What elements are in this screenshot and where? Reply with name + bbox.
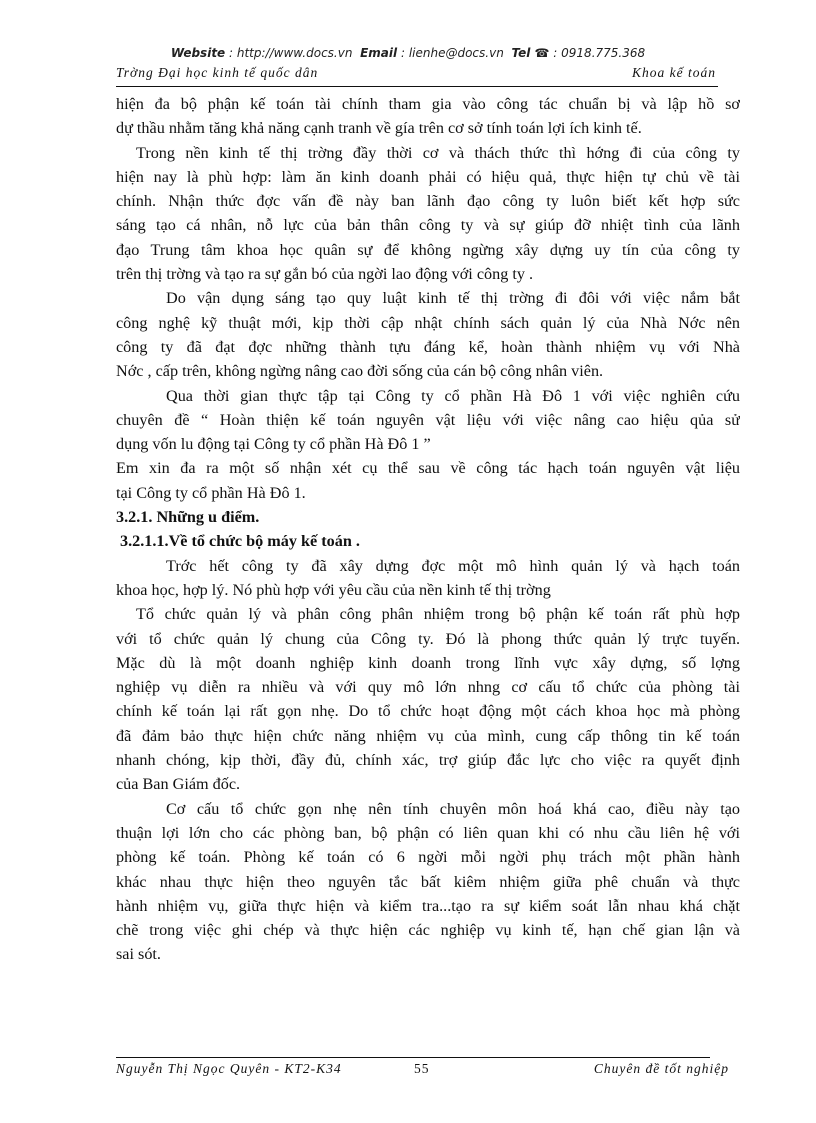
body-line: khác nhau thực hiện theo nguyên tắc bất kiêm nhiệm giữa phê chuẩn và thực — [116, 872, 740, 891]
page-footer — [116, 1061, 729, 1081]
body-line: chuyên đề “ Hoàn thiện kế toán nguyên vật liệu với việc nâng cao hiệu qủa sử — [116, 410, 740, 429]
body-line: dụng vốn lu động tại Công ty cổ phần Hà Đô 1 ” — [116, 435, 431, 454]
website-banner — [0, 46, 816, 60]
tel-label: Tel ☎ — [511, 46, 550, 60]
header-divider — [116, 86, 718, 87]
footer-title: Chuyên đề tốt nghiệp — [593, 1061, 729, 1076]
body-line: chính kế toán lại rất gọn nhẹ. Do tổ chức hoạt động một cách khoa học mà phòng — [116, 702, 740, 721]
body-line: chính. Nhận thức đợc vấn đề này ban lãnh đạo công ty luôn biết kết hợp sức — [116, 192, 740, 211]
header-faculty: Khoa kế toán — [632, 65, 716, 80]
page-number: 55 — [414, 1061, 430, 1076]
body-line: Trớc hết công ty đã xây dựng đợc một mô hình quản lý và hạch toán — [166, 556, 740, 575]
document-body — [116, 92, 740, 967]
page-header — [116, 65, 716, 85]
body-line: trên thị trờng và tạo ra sự gắn bó của ngời lao động với công ty . — [116, 265, 534, 284]
body-line: của Ban Giám đốc. — [116, 775, 241, 794]
body-line: khoa học, hợp lý. Nó phù hợp với yêu cầu của nền kinh tế thị trờng — [116, 580, 551, 599]
website-label: Website — [170, 46, 226, 60]
body-line: Qua thời gian thực tập tại Công ty cổ phần Hà Đô 1 với việc nghiên cứu — [166, 386, 740, 405]
body-line: tại Công ty cổ phần Hà Đô 1. — [116, 483, 306, 502]
body-line: phòng kế toán. Phòng kế toán có 6 ngời mỗi ngời phụ trách một phần hành — [116, 848, 740, 867]
footer-divider — [116, 1057, 710, 1058]
website-url[interactable]: : http://www.docs.vn — [229, 46, 353, 60]
body-line: Em xin đa ra một số nhận xét cụ thể sau về công tác hạch toán nguyên vật liệu — [116, 459, 740, 478]
body-line: thuận lợi lớn cho các phòng ban, bộ phận có liên quan khi có nhu cầu liên hệ với — [116, 823, 740, 842]
body-line: sai sót. — [116, 945, 161, 964]
body-line: chẽ trong việc ghi chép và thực hiện các nghiệp vụ kinh tế, hạn chế gian lận và — [116, 921, 740, 940]
email-value[interactable]: : lienhe@docs.vn — [400, 46, 504, 60]
body-line: Nớc , cấp trên, không ngừng nâng cao đời sống của cán bộ công nhân viên. — [116, 362, 604, 381]
body-line: công nghệ kỹ thuật mới, kịp thời cập nhật chính sách quản lý của Nhà Nớc nên — [116, 313, 740, 332]
body-line: sáng tạo cá nhân, nỗ lực của bản thân công ty và sự giúp đỡ nhiệt tình của lãnh — [116, 216, 740, 235]
body-line: Tổ chức quản lý và phân công phân nhiệm trong bộ phận kế toán rất phù hợp — [136, 605, 740, 624]
body-line: hiện đa bộ phận kế toán tài chính tham gia vào công tác chuẩn bị và lập hồ sơ — [116, 95, 740, 113]
body-line: công ty đã đạt đợc những thành tựu đáng kể, hoàn thành nhiệm vụ với Nhà — [116, 337, 740, 356]
footer-author: Nguyễn Thị Ngọc Quyên - KT2-K34 — [116, 1061, 342, 1076]
body-line: Do vận dụng sáng tạo quy luật kinh tế thị trờng đi đôi với việc nắm bắt — [166, 289, 740, 308]
body-line: đã đảm bảo thực hiện chức năng nhiệm vụ của mình, cung cấp thông tin kế toán — [116, 726, 740, 745]
section-heading: 3.2.1. Những u điểm. — [116, 508, 260, 527]
body-line: hiện nay là phù hợp: làm ăn kinh doanh phải có hiệu quả, thực hiện tự chủ về tài — [116, 167, 740, 186]
subsection-heading: 3.2.1.1.Về tổ chức bộ máy kế toán . — [120, 532, 360, 551]
body-line: với tổ chức quản lý chung của Công ty. Đó là phong thức quản lý trực tuyến. — [116, 629, 740, 648]
body-line: nhanh chóng, kịp thời, đầy đủ, chính xác, trợ giúp đắc lực cho việc ra quyết định — [116, 751, 740, 770]
tel-value: : 0918.775.368 — [553, 46, 646, 60]
body-line: Cơ cấu tổ chức gọn nhẹ nên tính chuyên môn hoá khá cao, điều này tạo — [166, 799, 740, 818]
body-line: Trong nền kinh tế thị trờng đầy thời cơ và thách thức thì hớng đi của công ty — [136, 143, 740, 162]
email-label: Email — [360, 46, 398, 60]
body-line: đạo Trung tâm khoa học quân sự để không ngừng xây dựng uy tín của công ty — [116, 240, 740, 259]
header-university: Trờng Đại học kinh tế quốc dân — [116, 65, 319, 80]
body-line: hành nhiệm vụ, giữa thực hiện và kiểm tra...tạo ra sự kiểm soát lẫn nhau khá chặt — [116, 896, 740, 915]
body-line: nghiệp vụ diễn ra nhiều và với quy mô lớn nhng cơ cấu tổ chức của phòng tài — [116, 678, 740, 697]
body-line: dự thầu nhằm tăng khả năng cạnh tranh về gía trên cơ sở tính toán lợi ích kinh tế. — [116, 119, 642, 138]
body-line: Mặc dù là một doanh nghiệp kinh doanh trong lĩnh vực xây dựng, số lợng — [116, 653, 740, 672]
